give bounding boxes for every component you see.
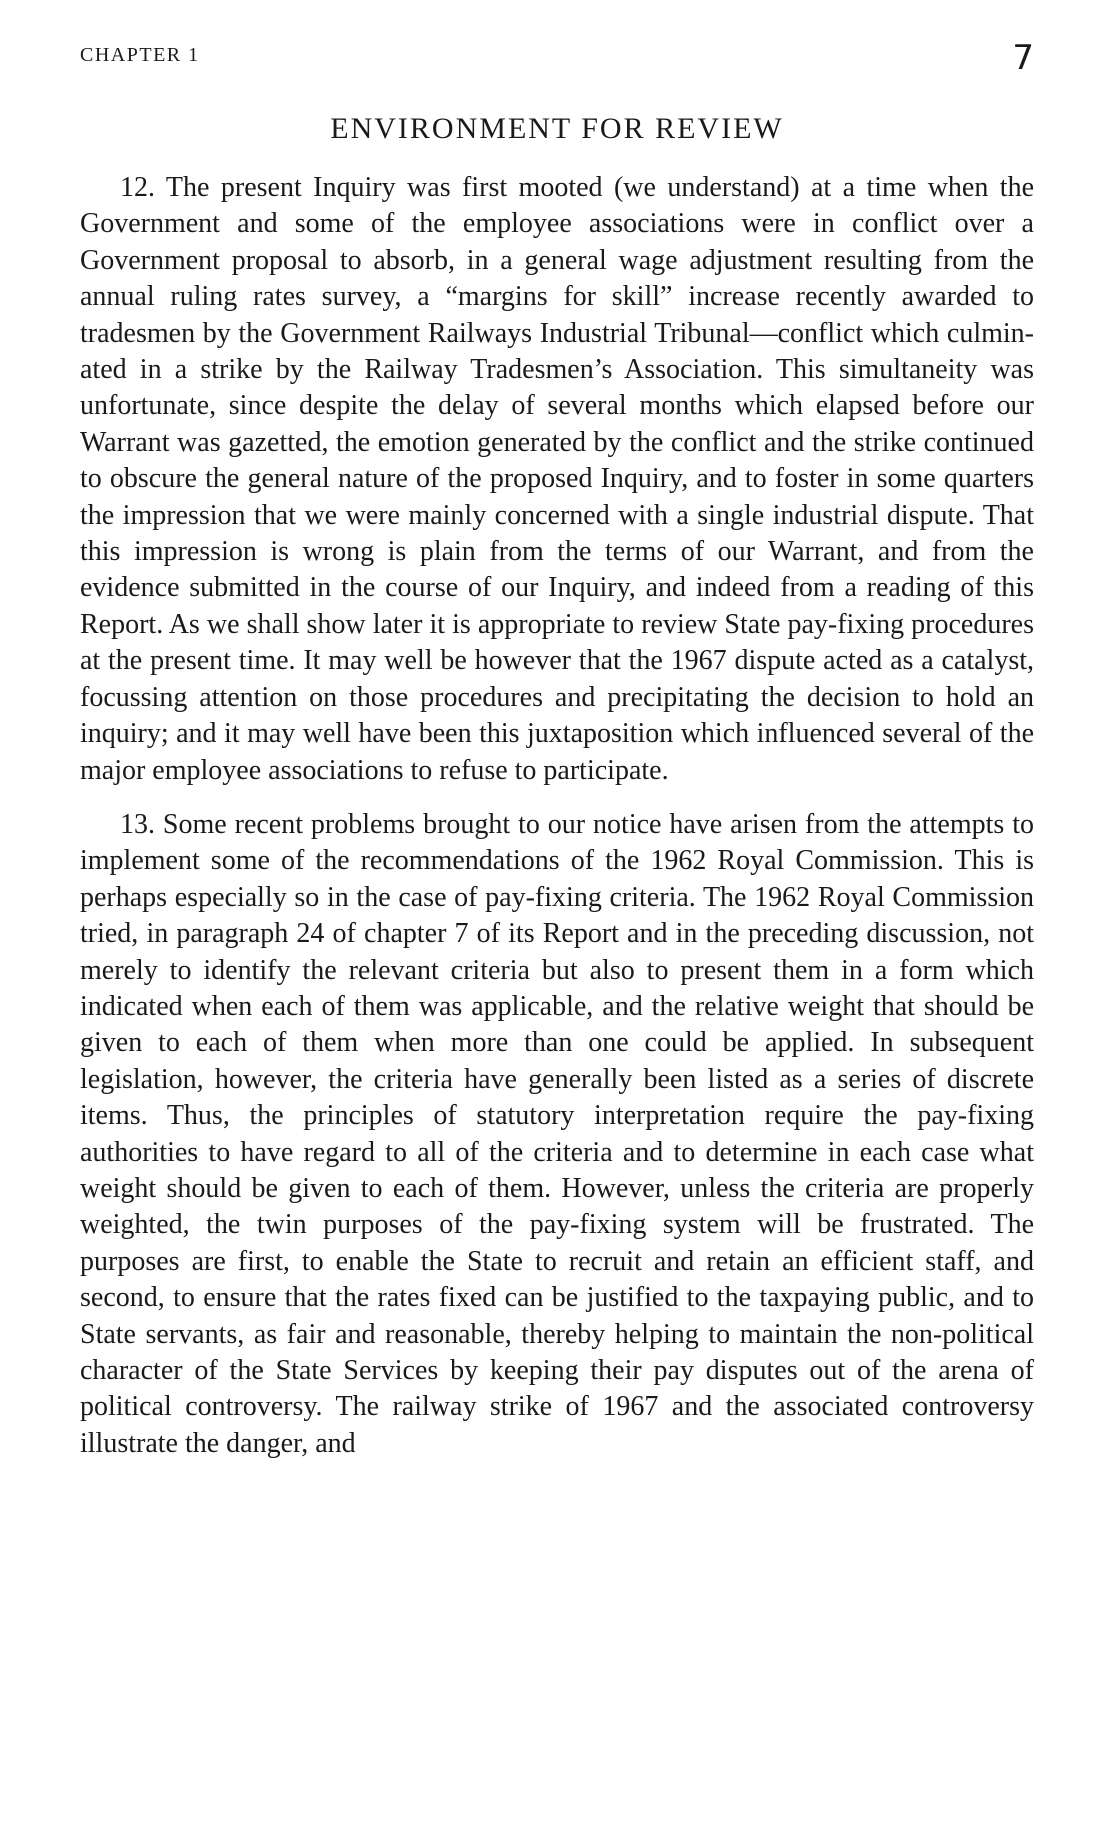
section-heading: ENVIRONMENT FOR REVIEW: [330, 112, 784, 145]
body-text: [80, 170, 1034, 1480]
paragraph-13: 13. Some recent problems brought to our notice have arisen from the attempts to implement some of the recommendations of the 1962 Royal Commission. This is perhaps especially so in the case of pay-fixing criteria. The 1962 Royal Commission tried, in paragraph 24 of chapter 7 of its Report and in the preceding discussion, not merely to identify the relevant criteria but also to present them in a form which indicated when each of them was applicable, and the relative weight that should be given to each of them when more than one could be applied. In subsequent legislation, however, the criteria have generally been listed as a series of discrete items. Thus, the principles of statutory interpretation require the pay-fixing authorities to have regard to all of the criteria and to determine in each case what weight should be given to each of them. However, unless the criteria are properly weighted, the twin purposes of the pay-fixing system will be frustrated. The purposes are first, to enable the State to recruit and retain an efficient staff, and second, to ensure that the rates fixed can be justified to the taxpaying public, and to State servants, as fair and reasonable, thereby helping to maintain the non-political character of the State Services by keeping their pay disputes out of the arena of political controversy. The railway strike of 1967 and the associated controversy illustrate the danger, and: [80, 808, 1034, 1459]
chapter-label: CHAPTER 1: [80, 44, 200, 66]
page-number: 7: [1012, 38, 1034, 78]
running-head: [80, 38, 1034, 78]
paragraph-12: 12. The present Inquiry was first mooted (we understand) at a time when the Government and some of the employee associations were in conflict over a Government proposal to absorb, in a general wage adjustment resulting from the annual ruling rates survey, a “margins for skill” increase recently awarded to tradesmen by the Government Railways Industrial Tribunal—conflict which culminated in a strike by the Railway Tradesmen’s Association. This simultaneity was unfortunate, since despite the delay of several months which elapsed before our Warrant was gazetted, the emotion generated by the conflict and the strike continued to obscure the general nature of the proposed Inquiry, and to foster in some quarters the impression that we were mainly concerned with a single industrial dispute. That this impression is wrong is plain from the terms of our Warrant, and from the evidence submitted in the course of our Inquiry, and indeed from a reading of this Report. As we shall show later it is appropriate to review State pay-fixing procedures at the present time. It may well be however that the 1967 dispute acted as a catalyst, focussing attention on those procedures and precipitating the decision to hold an inquiry; and it may well have been this juxtaposition which influenced several of the major employee associations to refuse to participate.: [80, 172, 1034, 786]
